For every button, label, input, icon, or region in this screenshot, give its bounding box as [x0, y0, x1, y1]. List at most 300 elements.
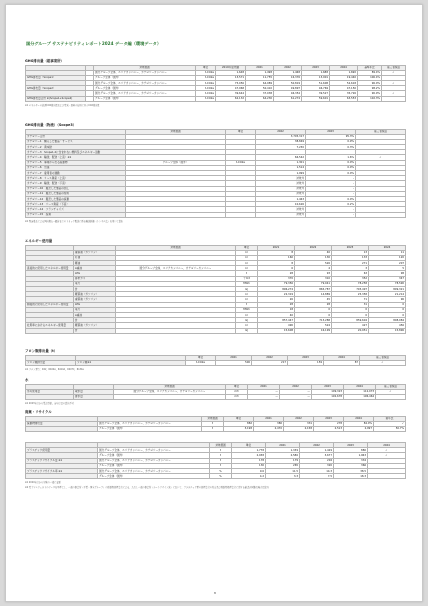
water-section: [25, 377, 405, 405]
table-cell: 96: [369, 297, 406, 302]
table-cell: t-CO2e: [226, 160, 256, 165]
ghg-scope3-table: [25, 129, 406, 218]
row-label: カテゴリー15 投資: [26, 212, 126, 217]
table-cell: ✓: [374, 421, 406, 426]
table-cell: 1,498: [246, 70, 274, 75]
table-cell: 16,199: [295, 328, 332, 333]
row-label: 排水量: [74, 394, 114, 399]
table-cell: t: [210, 458, 232, 463]
table-cell: 0.2%: [306, 202, 356, 207]
flon-section: [25, 348, 405, 371]
row-label: [26, 426, 98, 431]
table-cell: 国分グループ全体、エリアカンパニー、カテゴリーカンパニー: [98, 421, 202, 426]
table-cell: 1,648: [216, 70, 246, 75]
table-cell: t: [236, 302, 258, 307]
column-header: 2022: [256, 129, 306, 134]
table-cell: 47,968: [216, 86, 246, 91]
table-cell: 13: [332, 250, 369, 255]
table-cell: kl: [236, 323, 258, 328]
table-cell: 対象外: [256, 186, 306, 191]
table-cell: 0.9%: [306, 139, 356, 144]
table-cell: 51,608: [302, 81, 330, 86]
table-cell: 0: [369, 307, 406, 312]
table-cell: 18.3: [334, 474, 368, 479]
table-cell: 15,896: [369, 328, 406, 333]
table-row: [26, 426, 406, 431]
verified-check: ✓: [356, 155, 406, 160]
table-cell: m3: [226, 389, 248, 394]
table-cell: 1,463: [256, 196, 306, 201]
table-cell: 93: [295, 271, 332, 276]
table-cell: 13,901: [302, 75, 330, 80]
table-cell: [114, 394, 226, 399]
column-header: 2024: [369, 245, 406, 250]
table-cell: 0: [332, 307, 369, 312]
table-cell: 178: [232, 458, 266, 463]
table-cell: 882: [224, 421, 254, 426]
table-cell: 370: [258, 276, 295, 281]
table-cell: m3: [226, 394, 248, 399]
row-label: フロン類排出量: [26, 360, 76, 365]
table-cell: 62,132: [216, 96, 246, 101]
column-header: 基準年比: [358, 65, 382, 70]
table-row: [26, 328, 406, 333]
table-cell: t: [236, 271, 258, 276]
table-cell: -: [306, 181, 356, 186]
column-header: 2024: [344, 384, 376, 389]
table-cell: t: [210, 448, 232, 453]
row-label: 軽質油（ガソリン）: [74, 292, 116, 297]
waste-section: [25, 409, 405, 432]
table-cell: 120: [369, 255, 406, 260]
column-header: 対象範囲: [202, 416, 224, 421]
table-cell: 3: [332, 266, 369, 271]
column-header: 2024: [330, 65, 358, 70]
table-cell: 808,084: [369, 318, 406, 323]
table-cell: 国分グループ全体、エリアカンパニー、カテゴリーカンパニー: [114, 389, 226, 394]
table-cell: 1,301: [256, 160, 306, 165]
table-row: [26, 212, 406, 217]
table-cell: GJ: [236, 328, 258, 333]
table-cell: [226, 212, 256, 217]
table-cell: 500: [216, 360, 252, 365]
row-label: カテゴリー2 資本財: [26, 145, 126, 150]
table-cell: kl: [236, 255, 258, 260]
column-header: 対象範囲: [94, 65, 196, 70]
table-cell: [86, 96, 94, 101]
table-cell: 11: [369, 250, 406, 255]
table-row: [26, 360, 406, 365]
column-header: 第三者保証: [376, 384, 406, 389]
table-cell: グループ全体（国外）: [98, 474, 210, 479]
row-group-label: 間接的に使用したエネルギー使用量: [26, 302, 74, 307]
table-cell: グループ全体（国外）: [126, 160, 226, 165]
table-cell: 0: [295, 307, 332, 312]
table-cell: 1,339: [266, 448, 300, 453]
column-header: 2023: [306, 129, 356, 134]
table-cell: 217: [252, 360, 288, 365]
table-cell: 109,323: [312, 389, 344, 394]
table-cell: 対象外: [256, 207, 306, 212]
table-cell: 456: [369, 323, 406, 328]
footnote: ※1 フロン類等：R22，R404A，R410A，R407C，R134a: [25, 367, 84, 371]
verified-check: [382, 96, 406, 101]
footnote: ※1 2024年度から対象の一部に変更: [25, 481, 61, 485]
table-cell: 14,889: [295, 292, 332, 297]
table-cell: 427: [332, 323, 369, 328]
table-cell: 50,819: [274, 81, 302, 86]
row-label: カテゴリー8 リース資産（上流）: [26, 176, 126, 181]
table-cell: 14.3: [300, 468, 334, 473]
row-group-label: 社用車におけるエネルギー使用量: [26, 323, 74, 328]
table-cell: 880: [334, 448, 368, 453]
footnote: ※1 2023年度から集計開始。前年度比の算出不可: [25, 402, 74, 406]
page-number: 8: [214, 591, 216, 595]
column-header: 対象範囲: [116, 245, 236, 250]
column-header: 2021: [248, 384, 280, 389]
table-cell: t-CO2e: [196, 70, 216, 75]
row-label: 廃棄物排出量: [26, 421, 98, 426]
table-cell: 63: [332, 271, 369, 276]
section-heading: GHG排出量（総事業所）: [25, 59, 64, 63]
verified-check: ✓: [360, 360, 406, 365]
table-cell: 対象外: [256, 181, 306, 186]
table-cell: 1,778: [232, 448, 266, 453]
table-cell: 22,319: [258, 292, 295, 297]
table-cell: 52,618: [330, 81, 358, 86]
row-label: 電力: [74, 281, 116, 286]
row-label: 計: [74, 328, 116, 333]
row-label: 取水量: [74, 389, 114, 394]
ghg-scope3-section: [25, 122, 405, 223]
row-group-label: [26, 328, 74, 333]
table-cell: グループ全体（国外）: [98, 453, 210, 458]
row-label: カテゴリー3 Scope1,2に含まれない燃料及びエネルギー活動: [26, 150, 126, 155]
table-cell: 196,464: [344, 394, 376, 399]
table-cell: —: [248, 389, 280, 394]
row-label: A重油: [74, 266, 116, 271]
table-cell: 98: [369, 271, 406, 276]
table-cell: 0: [369, 302, 406, 307]
column-header: 2024: [324, 355, 360, 360]
table-cell: kl: [236, 292, 258, 297]
table-cell: 国分グループ全体、エリアカンパニー、カテゴリーカンパニー: [98, 448, 210, 453]
row-label: 軽質油（ガソリン）: [74, 323, 116, 328]
table-cell: 347: [369, 276, 406, 281]
table-cell: 90.9%: [358, 91, 382, 96]
verified-check: ✓: [368, 453, 406, 458]
table-cell: 809,321: [369, 287, 406, 292]
column-header: 単位: [196, 65, 216, 70]
table-cell: 61,274: [274, 96, 302, 101]
table-cell: 7,230: [256, 145, 306, 150]
table-cell: 11.5: [266, 468, 300, 473]
row-label: カテゴリー合計: [26, 134, 126, 139]
table-cell: 20,951: [332, 328, 369, 333]
plastic-table: [25, 442, 406, 479]
table-cell: 国分グループ全体、エリアカンパニー、カテゴリーカンパニー: [98, 468, 210, 473]
table-cell: 63,553: [330, 96, 358, 101]
table-cell: 26: [258, 297, 295, 302]
column-header: 2022: [300, 443, 334, 448]
document-title: 国分グループ サステナビリティレポート2024 データ編（環境データ）: [26, 41, 162, 46]
row-group-label: [26, 394, 74, 399]
column-header: 2022: [280, 384, 312, 389]
table-cell: 89.4%: [358, 70, 382, 75]
table-cell: 64,989: [246, 81, 274, 86]
table-cell: 1,468: [274, 70, 302, 75]
table-cell: t-CO2e: [196, 81, 216, 86]
table-cell: kl: [236, 297, 258, 302]
row-label: [26, 474, 98, 479]
table-cell: フロン類※1: [76, 360, 186, 365]
column-header: 2023: [332, 245, 369, 250]
table-cell: 64,230: [246, 96, 274, 101]
table-cell: 国分グループ全体、エリアカンパニー、カテゴリーカンパニー: [98, 458, 210, 463]
table-cell: 40: [258, 312, 295, 317]
table-cell: 49,897: [274, 86, 302, 91]
table-cell: 25,358: [332, 292, 369, 297]
table-cell: —: [280, 389, 312, 394]
table-cell: 896,274: [258, 287, 295, 292]
table-cell: 130: [232, 463, 266, 468]
table-cell: グループ全体（国外）: [98, 463, 210, 468]
column-header: 前年比: [374, 416, 406, 421]
table-cell: 87: [324, 360, 360, 365]
row-label: 重質油（ガソリン）: [74, 297, 116, 302]
column-header: 第三者保証: [360, 355, 406, 360]
table-cell: 38,849: [256, 139, 306, 144]
column-header: 2022: [252, 355, 288, 360]
row-label: プラスチックリサイクル量 ※1: [26, 458, 98, 463]
table-cell: 334: [334, 458, 368, 463]
table-cell: 95.3%: [306, 134, 356, 139]
table-cell: kl: [236, 312, 258, 317]
row-label: GHG排出量（Scope2）: [26, 86, 86, 91]
table-row: [26, 96, 406, 101]
flon-table: [25, 355, 406, 366]
table-cell: 0.0%: [306, 196, 356, 201]
table-cell: 366: [334, 463, 368, 468]
table-cell: t: [210, 463, 232, 468]
table-row: [26, 394, 406, 399]
table-cell: 15,608: [258, 328, 295, 333]
ghg-scope12-table: [25, 65, 406, 102]
document-page: [5, 4, 423, 602]
row-label: カテゴリー13 リース資産（下流）: [26, 202, 126, 207]
table-cell: 国分グループ全体、エリアカンパニー、カテゴリーカンパニー: [116, 266, 236, 271]
table-cell: 0: [332, 312, 369, 317]
section-heading: 水: [25, 378, 29, 382]
table-cell: 45: [295, 297, 332, 302]
column-header: 単位: [186, 355, 216, 360]
table-cell: 75,056: [216, 81, 246, 86]
table-cell: MWh: [236, 307, 258, 312]
table-cell: 50.7%: [374, 426, 406, 431]
table-cell: 160: [258, 255, 295, 260]
table-cell: 国分グループ全体、エリアカンパニー、カテゴリーカンパニー: [94, 81, 196, 86]
row-label: プラスチック使用量: [26, 448, 98, 453]
table-cell: 102.3%: [358, 96, 382, 101]
table-cell: -: [306, 176, 356, 181]
table-cell: 38.5: [334, 468, 368, 473]
footnote: ※1 物流委託による国内拠点～顧客までのトラック配送に係る輸送距離（トンキロ法）を用いて算出: [25, 219, 123, 223]
table-cell: 130: [295, 255, 332, 260]
column-header: 2023: [302, 65, 330, 70]
column-header: 単位: [224, 416, 254, 421]
row-label: カテゴリー1 購入した製品・サービス: [26, 139, 126, 144]
table-cell: GJ: [236, 318, 258, 323]
table-cell: 310: [295, 276, 332, 281]
row-label: カテゴリー6 出張: [26, 165, 126, 170]
table-cell: [126, 212, 226, 217]
table-cell: t: [210, 453, 232, 458]
table-cell: グループ全体（国外）: [94, 96, 196, 101]
table-cell: 490: [258, 323, 295, 328]
ghg-scope12-section: [25, 58, 405, 107]
table-row: [26, 474, 406, 479]
row-label: LPG: [74, 302, 116, 307]
table-cell: 対象外: [256, 176, 306, 181]
column-header: 2021: [216, 355, 252, 360]
column-header: 2023: [288, 355, 324, 360]
table-cell: 192,678: [312, 394, 344, 399]
row-label: 計: [74, 287, 116, 292]
table-cell: 3,705,317: [256, 134, 306, 139]
table-cell: 4.2: [232, 474, 266, 479]
table-cell: 37,038: [246, 91, 274, 96]
column-header: 2022: [295, 245, 332, 250]
table-cell: 133: [332, 255, 369, 260]
table-cell: 159: [288, 360, 324, 365]
table-cell: 39,527: [302, 91, 330, 96]
table-cell: 3,198: [224, 426, 254, 431]
table-cell: 19,440: [330, 75, 358, 80]
section-heading: エネルギー使用量: [25, 239, 53, 243]
table-cell: kl: [236, 261, 258, 266]
table-cell: t-CO2e: [196, 86, 216, 91]
table-cell: 21,214: [369, 292, 406, 297]
row-label: カテゴリー11 販売した製品の使用: [26, 191, 126, 196]
table-cell: 16,376: [274, 75, 302, 80]
table-cell: 271: [332, 261, 369, 266]
table-cell: 331: [284, 421, 314, 426]
table-cell: 79,356: [258, 281, 295, 286]
column-header: 2023: [334, 443, 368, 448]
table-cell: 47,150: [330, 86, 358, 91]
footnote: ※1 エネルギーの起源CO2排出量および電気・燃料の使用に伴うCO2排出量: [25, 103, 100, 107]
table-cell: 84.0%: [344, 421, 374, 426]
table-cell: 278: [314, 421, 344, 426]
table-cell: 2,470: [254, 426, 284, 431]
table-cell: 3,677: [300, 453, 334, 458]
table-cell: t-CO2e: [196, 96, 216, 101]
row-label: LPG: [74, 271, 116, 276]
table-cell: 78,590: [369, 281, 406, 286]
table-cell: 98.2%: [358, 86, 382, 91]
table-cell: t-CO2e: [186, 360, 216, 365]
table-cell: 35,726: [330, 91, 358, 96]
column-header: 対象範囲: [114, 384, 226, 389]
table-cell: 857,447: [258, 318, 295, 323]
verified-check: [376, 394, 406, 399]
table-cell: 79,041: [295, 281, 332, 286]
section-heading: GHG排出量（物流）（Scope3）: [25, 123, 77, 127]
plastic-section: [25, 442, 405, 489]
table-cell: 2,997: [344, 426, 374, 431]
table-cell: 2,158: [284, 426, 314, 431]
row-label: 都市ガス: [74, 276, 116, 281]
table-cell: 2,938: [232, 453, 266, 458]
table-cell: 526: [295, 261, 332, 266]
row-label: カテゴリー12 販売した製品の廃棄: [26, 196, 126, 201]
table-cell: 18: [258, 307, 295, 312]
column-header: 2019年度実績: [216, 65, 246, 70]
column-header: 2021: [258, 245, 295, 250]
column-header: 2024: [368, 443, 406, 448]
row-label: 重質油（ガソリン）: [74, 250, 116, 255]
energy-section: [25, 238, 405, 334]
column-header: 単位: [226, 129, 256, 134]
table-cell: %: [210, 468, 232, 473]
table-cell: MWh: [236, 281, 258, 286]
table-cell: 2,586: [266, 453, 300, 458]
column-header: 2021: [254, 416, 284, 421]
table-cell: 7.5: [300, 474, 334, 479]
row-label: カテゴリー9 輸送、配送（下流）: [26, 181, 126, 186]
table-cell: 13,571: [216, 75, 246, 80]
table-cell: 28: [258, 271, 295, 276]
table-cell: グループ全体（国外）: [98, 426, 202, 431]
table-cell: 10,626: [256, 202, 306, 207]
waste-table: [25, 416, 406, 433]
column-header: 単位: [236, 245, 258, 250]
verified-check: ✓: [382, 81, 406, 86]
table-cell: 千m3: [236, 276, 258, 281]
table-cell: 865,787: [295, 287, 332, 292]
table-cell: 50,410: [246, 86, 274, 91]
section-heading: フロン類排出量（t）: [25, 349, 58, 353]
table-cell: 46,769: [302, 86, 330, 91]
table-cell: 国分グループ全体、エリアカンパニー、カテゴリーカンパニー: [94, 91, 196, 96]
table-cell: -: [306, 191, 356, 196]
column-header: 2021: [266, 443, 300, 448]
verified-check: [368, 474, 406, 479]
row-label: カテゴリー5 事業から出る廃棄物: [26, 160, 126, 165]
table-cell: t-CO2e: [196, 91, 216, 96]
column-header: 2022: [274, 65, 302, 70]
table-cell: 1,514: [256, 165, 306, 170]
row-label: 灯油: [74, 255, 116, 260]
table-cell: 524: [295, 323, 332, 328]
table-cell: 1.6%: [306, 155, 356, 160]
table-cell: 380: [254, 421, 284, 426]
row-group-label: 水の使用量: [26, 389, 74, 394]
column-header: 2021: [246, 65, 274, 70]
table-cell: t-CO2e: [196, 75, 216, 80]
table-cell: グループ全体（国外）: [94, 86, 196, 91]
table-cell: 46,354: [274, 91, 302, 96]
table-cell: 11,755: [246, 75, 274, 80]
verified-check: ✓: [376, 389, 406, 394]
row-label: 電力: [74, 307, 116, 312]
row-label: GHG排出量合計 ※(Scope1+Scope2): [26, 96, 86, 101]
row-label: カテゴリー14 フランチャイズ: [26, 207, 126, 212]
row-label: プラスチックリサイクル率 ※1: [26, 468, 98, 473]
energy-table: [25, 245, 406, 334]
table-cell: 0.3%: [306, 145, 356, 150]
table-cell: 28: [258, 302, 295, 307]
